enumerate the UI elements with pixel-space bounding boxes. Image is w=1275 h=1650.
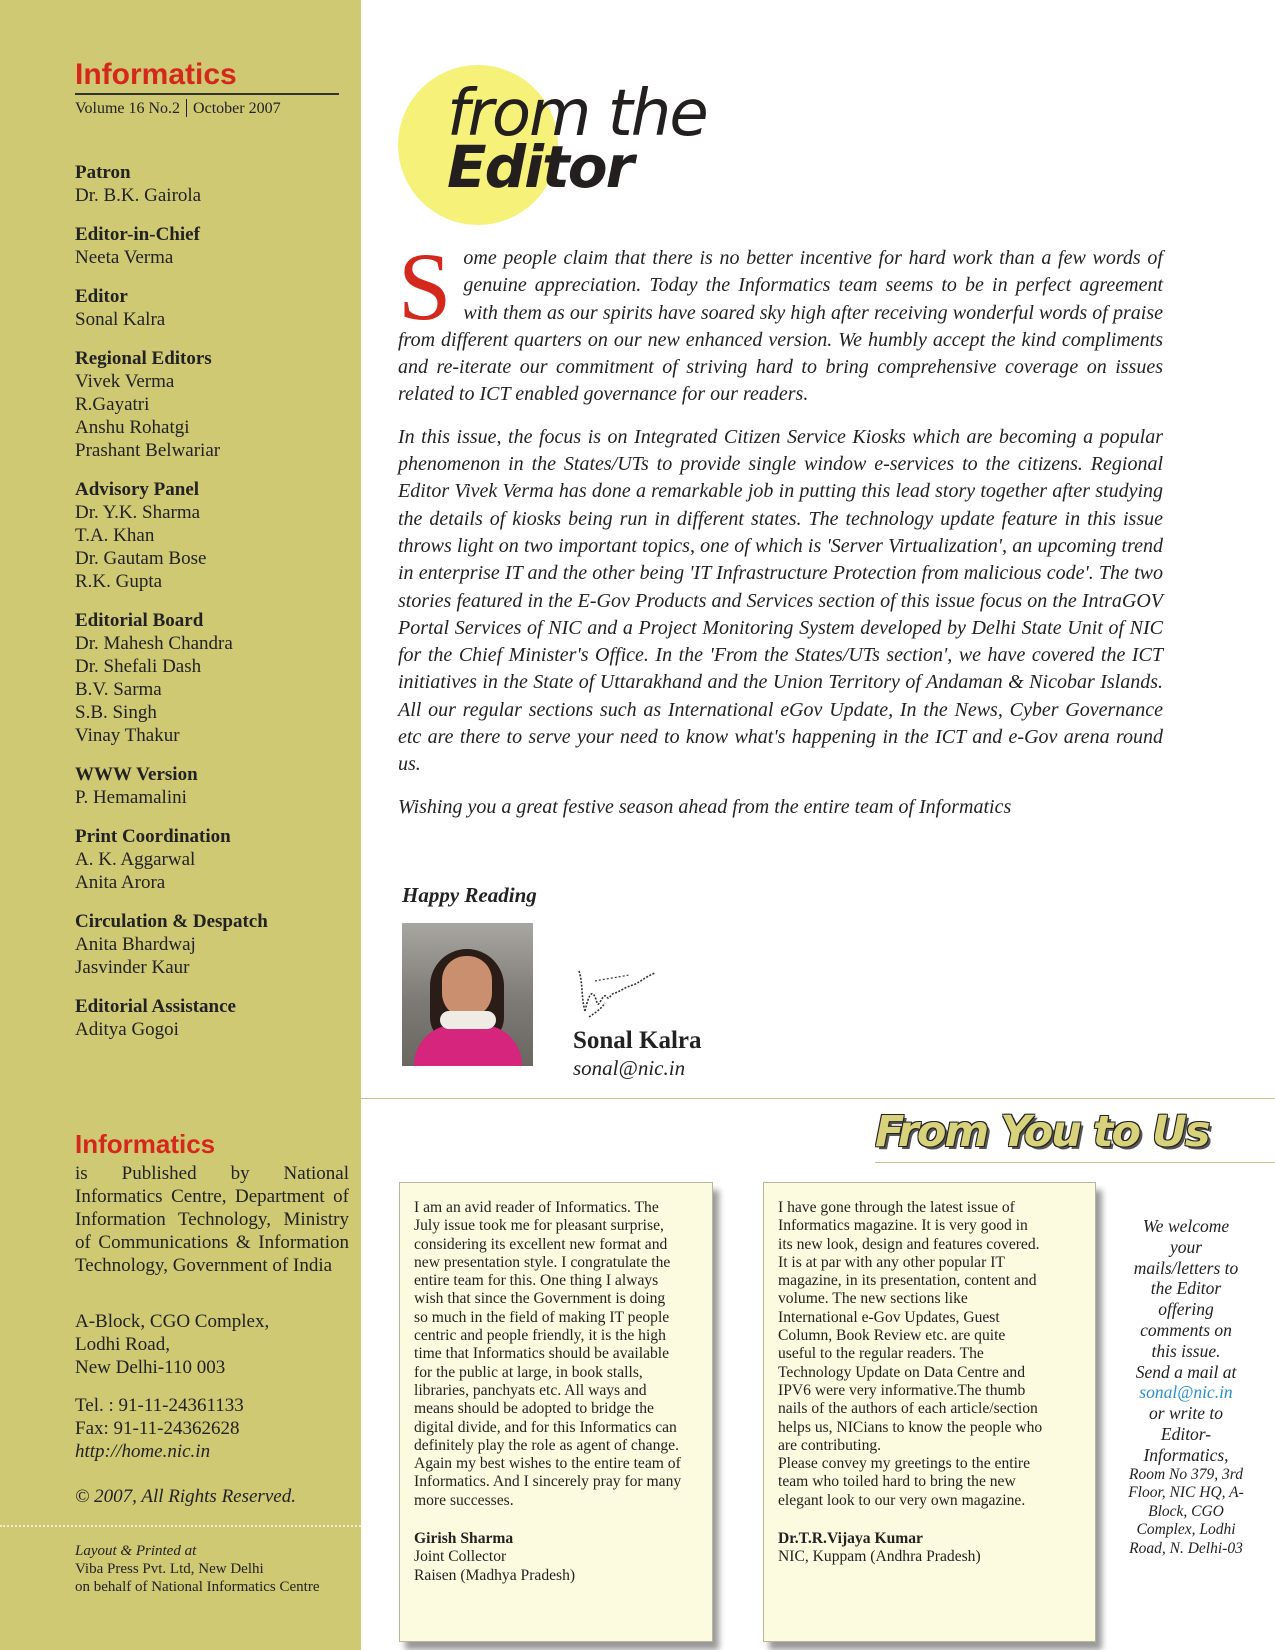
reader-letter	[763, 1182, 1096, 1642]
dotted-divider	[0, 1525, 361, 1527]
staff-name: Anita Arora	[75, 872, 166, 893]
staff-name: Neeta Verma	[75, 247, 174, 268]
staff-name: Vivek Verma	[75, 371, 175, 392]
staff-role: Regional Editors	[75, 348, 212, 369]
staff-name: R.K. Gupta	[75, 571, 163, 592]
staff-role: Editorial Assistance	[75, 996, 236, 1017]
welcome-address-line: Complex, Lodhi	[1136, 1521, 1236, 1539]
paragraph-text: ome people claim that there is no better incentive for hard work than a few words of genuine appreciation. Today the Informatics team seems to be in perfect agreement with them as our spirits have soared sky high after receiving wonderful words of praise from different quarters on our new enhanced version. We humbly accept the kind compliments and re-iterate our commitment of striving hard to bring comprehensive coverage on issues related to ICT enabled governance for our readers.	[398, 247, 1163, 406]
sidebar	[0, 0, 361, 1650]
staff-name: Sonal Kalra	[75, 309, 166, 330]
printer-line: Layout & Printed at	[75, 1543, 197, 1559]
staff-name: S.B. Singh	[75, 702, 157, 723]
sender-location: Raisen (Madhya Pradesh)	[414, 1566, 576, 1584]
editor-signature	[575, 963, 665, 1025]
section-rule-top	[361, 1098, 1275, 1099]
staff-group	[75, 763, 355, 809]
sender-title: Joint Collector	[414, 1548, 507, 1566]
staff-name: B.V. Sarma	[75, 679, 162, 700]
staff-name: Dr. Mahesh Chandra	[75, 633, 233, 654]
telephone: Tel. : 91-11-24361133	[75, 1395, 244, 1416]
fax: Fax: 91-11-24362628	[75, 1418, 240, 1439]
welcome-line: Informatics,	[1143, 1444, 1229, 1465]
copyright: © 2007, All Rights Reserved.	[75, 1486, 296, 1507]
address	[75, 1310, 355, 1379]
staff-role: Advisory Panel	[75, 479, 200, 500]
staff-name: Anita Bhardwaj	[75, 934, 196, 955]
title-rule	[75, 93, 339, 95]
photo-face	[442, 956, 492, 1018]
staff-group	[75, 825, 355, 894]
staff-name: Jasvinder Kaur	[75, 957, 190, 978]
contact-info	[75, 1394, 355, 1463]
printer-line: Viba Press Pvt. Ltd, New Delhi	[75, 1561, 264, 1577]
welcome-line: mails/letters to	[1133, 1257, 1239, 1278]
volume-number: Volume 16 No.2	[75, 100, 181, 117]
welcome-line: your	[1169, 1236, 1203, 1257]
staff-group	[75, 347, 355, 462]
staff-role: Editor	[75, 286, 128, 307]
welcome-line: Send a mail at	[1135, 1361, 1237, 1382]
letter-body: I have gone through the latest issue of Informatics magazine. It is very good in its new look, design and features covered. It is at par with any other popular IT magazine, in its presentation, content and volume. The new sections like International e-Gov Updates, Guest Column, Book Review etc. are quite useful to the regular readers. The Technology Update on Data Centre and IPV6 were very informative.The thumb nails of the authors of each article/section helps us, NICians to know the people who are contributing. Please convey my greetings to the entire team who toiled hard to bring the new elegant look to our very own magazine.	[778, 1199, 1043, 1509]
address-line: A-Block, CGO Complex,	[75, 1311, 270, 1332]
website-link[interactable]: http://home.nic.in	[75, 1441, 211, 1462]
staff-role: Patron	[75, 162, 131, 183]
sender-name: Girish Sharma	[414, 1530, 514, 1548]
welcome-address-line: Room No 379, 3rd	[1129, 1465, 1243, 1483]
welcome-note	[1116, 1216, 1256, 1558]
staff-group	[75, 609, 355, 747]
welcome-line: the Editor	[1150, 1278, 1222, 1299]
welcome-address-line: Road, N. Delhi-03	[1129, 1539, 1243, 1557]
reader-letter	[399, 1182, 713, 1642]
staff-name: Dr. B.K. Gairola	[75, 185, 202, 206]
signer-name: Sonal Kalra	[573, 1027, 702, 1054]
editorial-paragraph-2: In this issue, the focus is on Integrated Citizen Service Kiosks which are becoming a popular phenomenon in the States/UTs to provide single window e-services to the citizens. Regional Editor Vivek Verma has done a remarkable job in putting this lead story together after studying the details of kiosks being run in different states. The technology update feature in this issue throws light on two important topics, one of which is 'Server Virtualization', an upcoming trend in enterprise IT and the other being 'IT Infrastructure Protection from malicious code'. The two stories featured in the E-Gov Products and Services section of this issue focus on the IntraGOV Portal Services of NIC and a Project Monitoring System developed by Delhi State Unit of NIC for the Chief Minister's Office. In the 'From the States/UTs section', we have covered the ICT initiatives in the State of Uttarakhand and the Union Territory of Andaman & Nicobar Islands. All our regular sections such as International eGov Update, In the News, Cyber Governance etc are there to serve your need to know what's happening in the ICT and e-Gov arena round us.	[398, 425, 1163, 776]
staff-group	[75, 910, 355, 979]
magazine-title: Informatics	[75, 58, 237, 91]
welcome-line: comments on	[1140, 1319, 1232, 1340]
welcome-line: We welcome	[1142, 1216, 1230, 1236]
staff-role: Editor-in-Chief	[75, 224, 200, 245]
welcome-line: offering	[1158, 1299, 1214, 1320]
volume-line	[75, 99, 281, 119]
editorial-letter	[398, 233, 1163, 836]
welcome-line: or write to	[1149, 1403, 1223, 1424]
issue-date: October 2007	[193, 100, 281, 117]
printer-line: on behalf of National Informatics Centre	[75, 1579, 320, 1595]
volume-separator	[186, 99, 187, 117]
staff-role: WWW Version	[75, 764, 198, 785]
publisher-title: Informatics	[75, 1129, 216, 1159]
staff-role: Circulation & Despatch	[75, 911, 268, 932]
staff-name: Dr. Gautam Bose	[75, 548, 207, 569]
staff-role: Print Coordination	[75, 826, 231, 847]
staff-name: Dr. Shefali Dash	[75, 656, 202, 677]
drop-cap: S	[398, 233, 452, 340]
photo-scarf	[440, 1011, 496, 1029]
editor-photo	[402, 923, 533, 1066]
staff-name: T.A. Khan	[75, 525, 155, 546]
staff-group	[75, 285, 355, 331]
welcome-line: Editor-	[1160, 1423, 1212, 1444]
sender-name: Dr.T.R.Vijaya Kumar	[778, 1530, 923, 1548]
editorial-paragraph-1	[398, 233, 1163, 409]
section-rule-bottom	[875, 1162, 1275, 1163]
printer-info	[75, 1542, 360, 1596]
heading-from-the: from the	[447, 77, 707, 151]
address-line: New Delhi-110 003	[75, 1357, 226, 1378]
staff-name: P. Hemamalini	[75, 787, 187, 808]
staff-group	[75, 995, 355, 1041]
publisher-text: is Published by National Informatics Centre, Department of Information Technology, Ministry of Communications & Information Technology, Government of India	[75, 1163, 349, 1276]
signer-email[interactable]: sonal@nic.in	[573, 1056, 686, 1080]
letter-sender	[414, 1530, 698, 1585]
staff-name: R.Gayatri	[75, 394, 150, 415]
editorial-closing: Wishing you a great festive season ahead from the entire team of Informatics	[398, 795, 1012, 818]
staff-group	[75, 223, 355, 269]
staff-list	[75, 161, 355, 1057]
welcome-address-line: Block, CGO	[1148, 1502, 1224, 1520]
staff-name: Prashant Belwariar	[75, 440, 221, 461]
staff-name: Vinay Thakur	[75, 725, 180, 746]
letter-sender	[778, 1530, 1081, 1567]
staff-group	[75, 161, 355, 207]
letter-body: I am an avid reader of Informatics. The July issue took me for pleasant surprise, considering its excellent new format and new presentation style. I congratulate the entire team for this. One thing I always wish that since the Government is doing so much in the field of making IT people centric and people friendly, it is the high time that Informatics should be available for the public at large, in book stalls, libraries, panchyats etc. All ways and means should be adopted to bridge the digital divide, and for this Informatics can definitely play the role as agent of change. Again my best wishes to the entire team of Informatics. And I sincerely pray for many more successes.	[414, 1199, 682, 1509]
heading-editor: Editor	[447, 133, 633, 201]
welcome-line: this issue.	[1151, 1340, 1221, 1361]
staff-name: A. K. Aggarwal	[75, 849, 196, 870]
staff-name: Aditya Gogoi	[75, 1019, 179, 1040]
staff-role: Editorial Board	[75, 610, 204, 631]
staff-name: Anshu Rohatgi	[75, 417, 190, 438]
happy-reading: Happy Reading	[402, 883, 537, 907]
letters-section-title: From You to Us	[875, 1107, 1209, 1157]
sender-location: NIC, Kuppam (Andhra Pradesh)	[778, 1548, 981, 1566]
staff-name: Dr. Y.K. Sharma	[75, 502, 201, 523]
address-line: Lodhi Road,	[75, 1334, 170, 1355]
welcome-email-link[interactable]: sonal@nic.in	[1139, 1382, 1233, 1403]
welcome-address-line: Floor, NIC HQ, A-	[1128, 1484, 1244, 1502]
staff-group	[75, 478, 355, 593]
